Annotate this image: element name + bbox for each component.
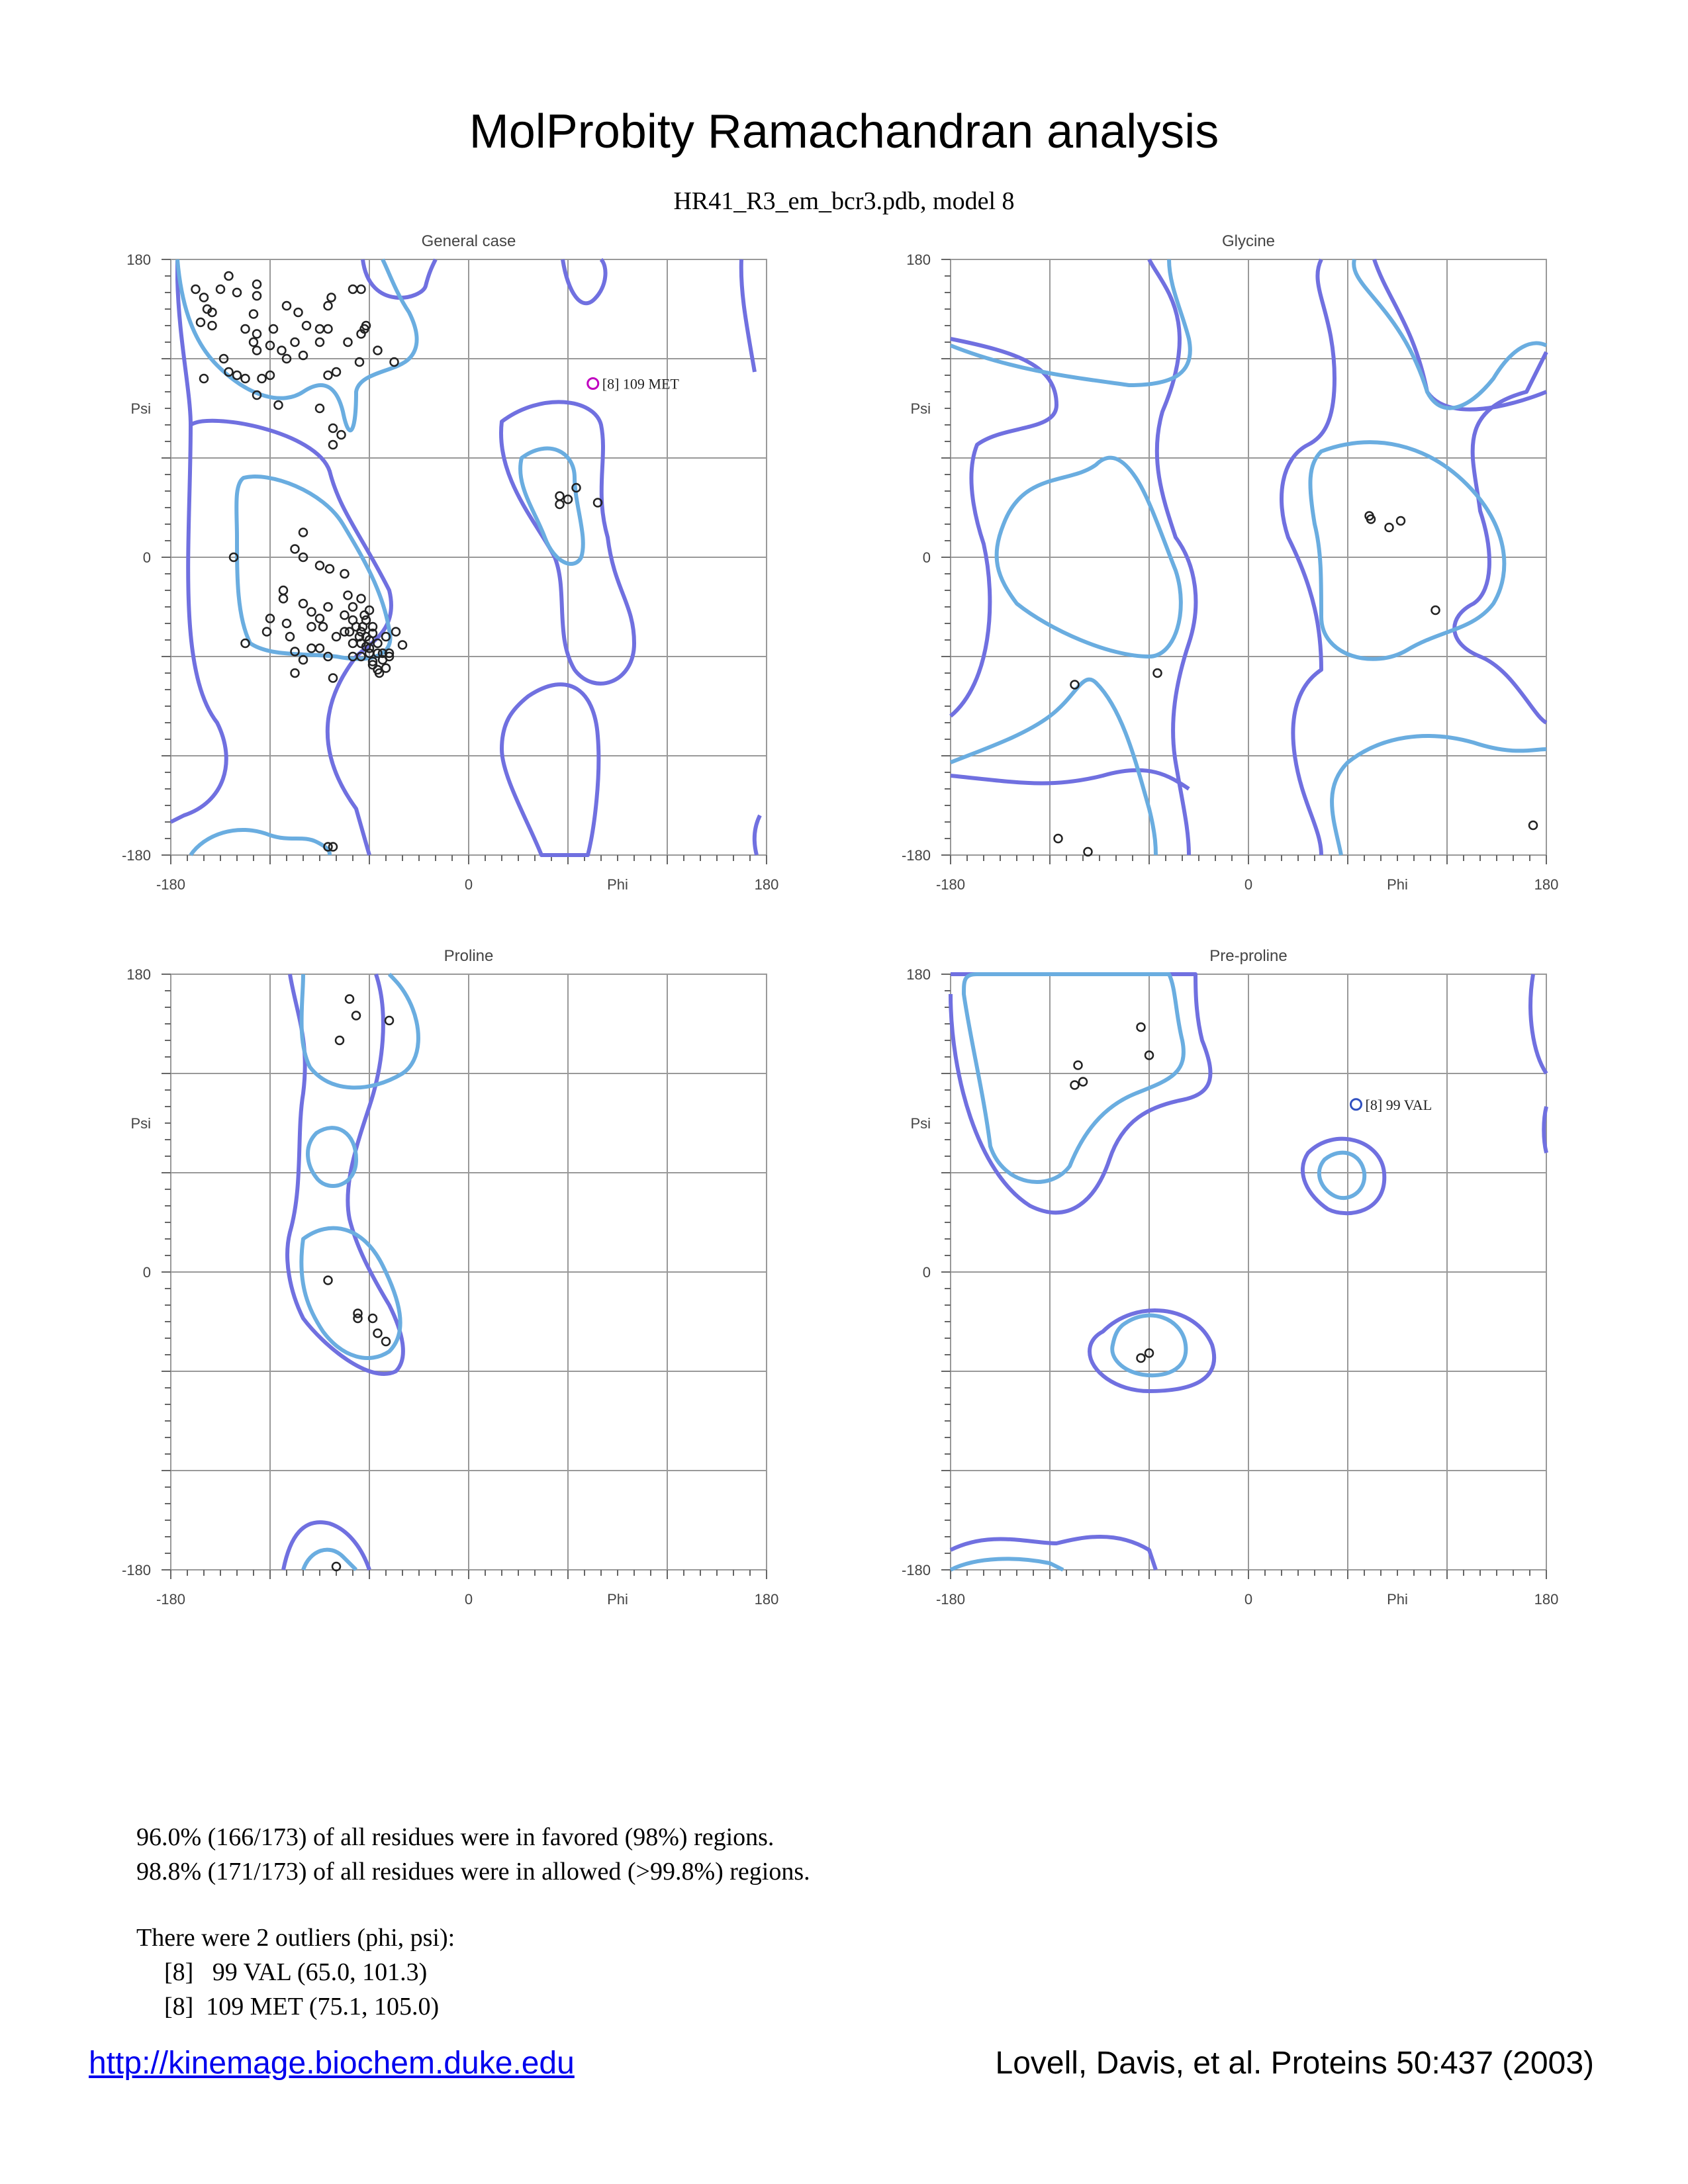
residue-point	[374, 347, 382, 355]
x-tick-label: -180	[156, 876, 186, 893]
x-tick-label: 0	[464, 1591, 473, 1608]
y-tick-label: Psi	[910, 1115, 931, 1132]
residue-point	[385, 1017, 393, 1024]
residue-point	[291, 338, 299, 346]
residue-point	[1079, 1078, 1087, 1086]
allowed-contour	[287, 974, 403, 1374]
residue-point	[286, 633, 294, 641]
residue-point	[275, 401, 283, 409]
allowed-contour	[563, 259, 606, 303]
plot-title: General case	[421, 232, 516, 250]
residue-point	[346, 995, 353, 1003]
x-tick-label: 180	[754, 1591, 779, 1608]
y-tick-label: Psi	[130, 1115, 151, 1132]
residue-point	[329, 424, 337, 432]
residue-point	[253, 347, 261, 355]
x-tick-label: 180	[754, 876, 779, 893]
glycine-plot	[901, 232, 1559, 893]
residue-point	[233, 289, 241, 296]
outlier-label: [8] 99 VAL	[1365, 1096, 1432, 1113]
y-tick-label: -180	[901, 847, 931, 864]
residue-point	[279, 595, 287, 603]
residue-point	[225, 272, 233, 280]
residue-point	[341, 570, 349, 578]
allowed-contour	[1530, 974, 1546, 1073]
residue-point	[556, 500, 564, 508]
favored-contour	[236, 477, 390, 659]
proline-plot	[121, 947, 779, 1608]
residue-point	[329, 843, 337, 851]
residue-point	[295, 308, 303, 316]
residue-point	[374, 639, 382, 647]
residue-point	[326, 565, 334, 573]
general-case-plot	[121, 232, 779, 893]
page-title: MolProbity Ramachandran analysis	[469, 105, 1219, 158]
residue-point	[299, 600, 307, 608]
outlier-point	[588, 379, 598, 389]
favored-contour	[951, 259, 1190, 385]
residue-point	[354, 1314, 362, 1322]
residue-point	[278, 347, 286, 355]
y-tick-label: -180	[121, 1562, 151, 1578]
x-tick-label: -180	[156, 1591, 186, 1608]
residue-point	[1154, 669, 1162, 677]
residue-point	[324, 603, 332, 611]
pre-proline-plot	[901, 947, 1559, 1608]
favored-contour	[964, 974, 1184, 1182]
residue-point	[344, 338, 352, 346]
plot-title: Glycine	[1221, 232, 1276, 250]
residue-point	[324, 325, 332, 333]
residue-point	[291, 669, 299, 677]
residue-point	[357, 285, 365, 293]
plot-title: Proline	[444, 947, 494, 965]
residue-point	[308, 645, 316, 653]
residue-point	[1385, 523, 1393, 531]
residue-point	[299, 529, 307, 537]
residue-point	[291, 545, 299, 553]
y-tick-label: 0	[142, 549, 151, 566]
favored-stat: 96.0% (166/173) of all residues were in favored (98%) regions.	[136, 1823, 774, 1851]
y-tick-label: 0	[922, 549, 931, 566]
residue-point	[324, 302, 332, 310]
residue-point	[216, 285, 224, 293]
y-tick-label: 180	[906, 966, 931, 983]
kinemage-link[interactable]: http://kinemage.biochem.duke.edu	[89, 2046, 575, 2081]
plot-title: Pre-proline	[1209, 947, 1288, 965]
residue-point	[316, 404, 324, 412]
favored-contour	[1319, 1153, 1364, 1198]
favored-contour	[308, 1128, 356, 1186]
residue-point	[352, 1012, 360, 1020]
residue-point	[324, 1277, 332, 1285]
x-tick-label: -180	[935, 876, 966, 893]
citation: Lovell, Davis, et al. Proteins 50:437 (2003)	[995, 2046, 1594, 2081]
y-tick-label: -180	[121, 847, 151, 864]
residue-point	[1071, 1081, 1079, 1089]
y-tick-label: 180	[906, 251, 931, 268]
residue-point	[1137, 1023, 1145, 1031]
residue-point	[233, 371, 241, 379]
residue-point	[382, 1338, 390, 1345]
favored-contour	[951, 1559, 1063, 1570]
y-tick-label: -180	[901, 1562, 931, 1578]
residue-point	[329, 441, 337, 449]
residue-point	[242, 325, 250, 333]
outlier-label: [8] 109 MET	[602, 375, 679, 392]
residue-point	[253, 330, 261, 338]
residue-point	[253, 281, 261, 289]
allowed-contour	[951, 974, 1210, 1212]
residue-point	[332, 633, 340, 641]
residue-point	[200, 375, 208, 383]
residue-point	[319, 623, 327, 631]
outlier-line: [8] 99 VAL (65.0, 101.3)	[164, 1958, 428, 1986]
residue-point	[308, 608, 316, 616]
residue-point	[392, 628, 400, 636]
x-tick-label: 180	[1534, 1591, 1559, 1608]
residue-point	[209, 322, 216, 330]
page-subtitle: HR41_R3_em_bcr3.pdb, model 8	[673, 187, 1015, 215]
residue-point	[192, 285, 200, 293]
x-tick-label: Phi	[607, 1591, 628, 1608]
residue-point	[1432, 606, 1440, 614]
residue-point	[242, 375, 250, 383]
x-tick-label: -180	[935, 1591, 966, 1608]
residue-point	[361, 612, 369, 619]
residue-point	[1137, 1354, 1145, 1362]
residue-point	[258, 375, 266, 383]
outlier-block	[136, 1921, 455, 2024]
residue-point	[1529, 821, 1537, 829]
allowed-contour	[755, 815, 760, 855]
residue-point	[200, 294, 208, 302]
y-tick-label: 0	[142, 1264, 151, 1281]
residue-point	[316, 338, 324, 346]
residue-point	[556, 492, 564, 500]
x-tick-label: 0	[1244, 1591, 1253, 1608]
y-tick-label: Psi	[130, 400, 151, 417]
favored-contour	[1332, 736, 1546, 855]
residue-point	[1055, 835, 1062, 842]
residue-point	[332, 368, 340, 376]
residue-point	[283, 619, 291, 627]
y-tick-label: Psi	[910, 400, 931, 417]
x-tick-label: Phi	[1387, 1591, 1408, 1608]
residue-point	[250, 338, 258, 346]
residue-point	[349, 285, 357, 293]
residue-point	[336, 1036, 344, 1044]
residue-point	[316, 645, 324, 653]
residue-point	[253, 292, 261, 300]
y-tick-label: 180	[126, 251, 151, 268]
residue-point	[324, 371, 332, 379]
x-tick-label: Phi	[607, 876, 628, 893]
residue-point	[283, 302, 291, 310]
favored-contour	[191, 830, 330, 855]
residue-point	[303, 322, 310, 330]
residue-point	[344, 592, 352, 600]
residue-point	[316, 615, 324, 623]
y-tick-label: 180	[126, 966, 151, 983]
favored-contour	[302, 974, 418, 1087]
residue-point	[250, 310, 258, 318]
residue-point	[357, 628, 365, 636]
allowed-contour	[1303, 1139, 1384, 1213]
allowed-contour	[741, 259, 755, 372]
residue-point	[1071, 681, 1079, 689]
residue-point	[197, 318, 205, 326]
x-tick-label: 180	[1534, 876, 1559, 893]
allowed-contour	[502, 684, 598, 855]
x-tick-label: 0	[1244, 876, 1253, 893]
allowed-contour	[171, 261, 226, 822]
favored-contour	[303, 1550, 356, 1570]
outlier-header: There were 2 outliers (phi, psi):	[136, 1924, 455, 1952]
allowed-stat: 98.8% (171/173) of all residues were in allowed (>99.8%) regions.	[136, 1858, 810, 1886]
residue-point	[399, 641, 406, 649]
residue-point	[316, 325, 324, 333]
outlier-point	[1351, 1099, 1362, 1110]
residue-point	[374, 1330, 382, 1338]
y-tick-label: 0	[922, 1264, 931, 1281]
residue-point	[338, 431, 346, 439]
residue-point	[279, 586, 287, 594]
x-tick-label: Phi	[1387, 876, 1408, 893]
allowed-contour	[283, 1522, 369, 1570]
favored-contour	[520, 449, 583, 564]
x-tick-label: 0	[464, 876, 473, 893]
residue-point	[341, 628, 349, 636]
residue-point	[316, 562, 324, 570]
residue-point	[329, 674, 337, 682]
stats-block	[136, 1820, 810, 1889]
residue-point	[349, 603, 357, 611]
residue-point	[349, 639, 357, 647]
residue-point	[357, 595, 365, 603]
allowed-contour	[951, 770, 1189, 789]
outlier-line: [8] 109 MET (75.1, 105.0)	[164, 1993, 440, 2021]
residue-point	[308, 623, 316, 631]
residue-point	[341, 612, 349, 619]
favored-contour	[951, 680, 1156, 855]
favored-contour	[301, 1228, 400, 1358]
residue-point	[1074, 1062, 1082, 1069]
residue-point	[1397, 517, 1405, 525]
residue-point	[328, 294, 336, 302]
